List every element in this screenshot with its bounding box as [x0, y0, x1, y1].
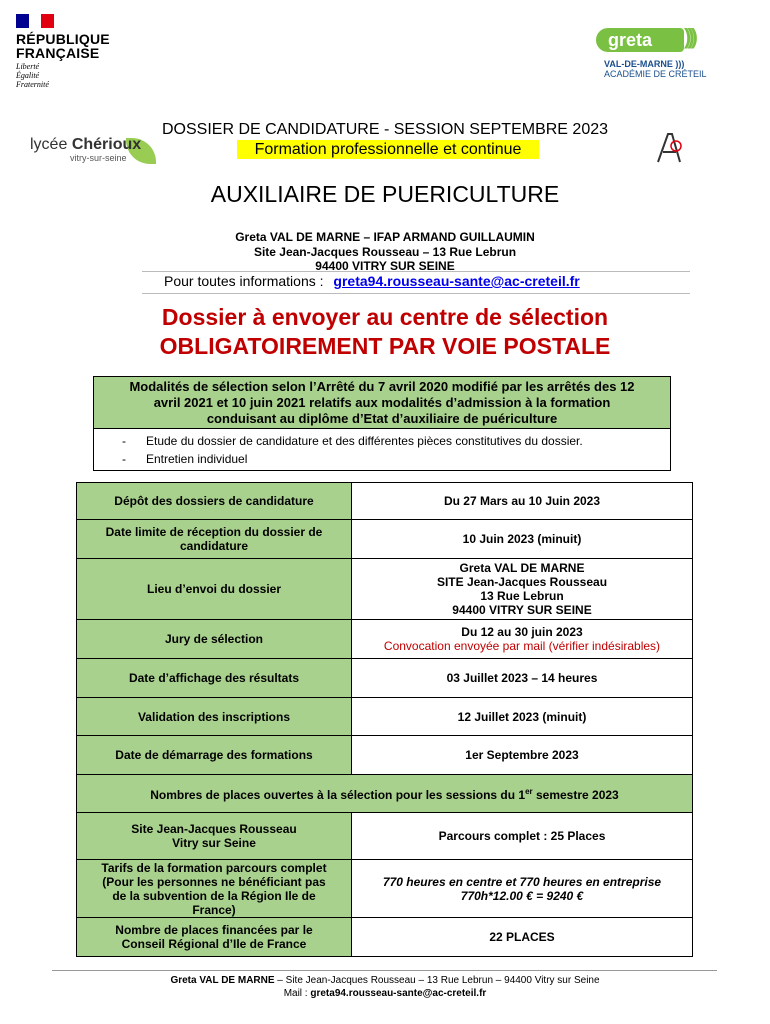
table-label-cell: Date limite de réception du dossier de candidature	[76, 519, 352, 559]
rf-line2: FRANÇAISE	[16, 45, 100, 61]
label-line: Conseil Régional d’Ile de France	[121, 937, 307, 951]
info-email-link[interactable]: greta94.rousseau-sante@ac-creteil.fr	[333, 273, 580, 289]
address-line2: Site Jean-Jacques Rousseau – 13 Rue Lebrun	[253, 245, 517, 259]
table-value-cell	[351, 558, 693, 620]
table-value-cell	[351, 619, 693, 659]
greta-arcs-icon: )))	[684, 24, 694, 49]
republique-francaise-flag-icon	[16, 14, 54, 28]
greta-subtitle: VAL-DE-MARNE )))	[604, 59, 685, 69]
divider	[142, 271, 690, 272]
table-label-cell: Lieu d’envoi du dossier	[76, 558, 352, 620]
address-line1: Greta VAL DE MARNE – IFAP ARMAND GUILLAUMIN	[235, 230, 535, 244]
table-value-cell: Parcours complet : 25 Places	[351, 812, 693, 860]
value-line: SITE Jean-Jacques Rousseau	[436, 575, 608, 589]
lycee-prefix: lycée	[30, 136, 68, 153]
info-line	[164, 273, 580, 289]
places-title-text: semestre 2023	[532, 788, 619, 802]
footer-mail-label: Mail :	[283, 988, 311, 999]
label-line: Site Jean-Jacques Rousseau	[131, 822, 297, 836]
table-value-cell: 12 Juillet 2023 (minuit)	[351, 697, 693, 736]
divider	[142, 293, 690, 294]
modalites-box	[93, 376, 671, 471]
formation-subtitle: Formation professionnelle et continue	[237, 140, 539, 159]
table-label-cell: Jury de sélection	[76, 619, 352, 659]
value-line: 770 heures en centre et 770 heures en entreprise	[382, 874, 662, 889]
table-value-cell: Du 27 Mars au 10 Juin 2023	[351, 482, 693, 520]
footer-mail	[0, 988, 770, 999]
table-value-cell: 1er Septembre 2023	[351, 735, 693, 775]
notice-line1: Dossier à envoyer au centre de sélection	[161, 304, 609, 330]
value-line: 94400 VITRY SUR SEINE	[452, 603, 592, 617]
address-line3: 94400 VITRY SUR SEINE	[315, 259, 455, 273]
places-title-text: Nombres de places ouvertes à la sélection pour les sessions du 1	[150, 788, 526, 802]
list-item-text: Entretien individuel	[146, 452, 248, 466]
label-line: Tarifs de la formation parcours complet	[101, 860, 327, 875]
modalites-head-line: conduisant au diplôme d’Etat d’auxiliaire de puériculture	[206, 411, 558, 426]
info-label: Pour toutes informations :	[164, 273, 324, 289]
page-title: AUXILIAIRE DE PUERICULTURE	[210, 181, 560, 207]
modalites-head-line: avril 2021 et 10 juin 2021 relatifs aux modalités d’admission à la formation	[153, 395, 611, 410]
label-line: Vitry sur Seine	[172, 836, 256, 850]
lycee-city: vitry-sur-seine	[70, 153, 127, 163]
footer-address-text: – Site Jean-Jacques Rousseau – 13 Rue Lebrun – 94400 Vitry sur Seine	[274, 975, 600, 986]
greta-logo-text: greta	[608, 30, 653, 50]
table-value-cell	[351, 859, 693, 918]
places-header	[76, 774, 693, 813]
value-line: Du 12 au 30 juin 2023	[461, 625, 583, 639]
rf-motto	[16, 62, 49, 89]
label-line: Nombre de places financées par le	[115, 923, 313, 937]
modalites-header	[94, 377, 670, 429]
motto-fraternite: Fraternité	[16, 80, 49, 89]
schedule-table	[76, 482, 693, 968]
table-label-cell	[76, 812, 352, 860]
greta-academie: ACADÉMIE DE CRÉTEIL	[604, 69, 707, 79]
republique-francaise-logo	[16, 32, 110, 60]
label-line: de la subvention de la Région Ile de	[112, 888, 316, 903]
places-title-sup: er	[525, 787, 533, 796]
table-label-cell: Date de démarrage des formations	[76, 735, 352, 775]
label-line: (Pour les personnes ne bénéficiant pas	[102, 874, 326, 889]
table-value-cell: 22 PLACES	[351, 917, 693, 957]
value-line: 13 Rue Lebrun	[480, 589, 564, 603]
motto-liberte: Liberté	[16, 62, 40, 71]
table-label-cell	[76, 917, 352, 957]
footer-address	[0, 975, 770, 986]
notice-line2: OBLIGATOIREMENT PAR VOIE POSTALE	[159, 333, 611, 359]
motto-egalite: Égalité	[16, 71, 40, 80]
convocation-note: Convocation envoyée par mail (vérifier indésirables)	[383, 639, 661, 653]
table-label-cell: Date d’affichage des résultats	[76, 658, 352, 698]
rf-line1: RÉPUBLIQUE	[16, 31, 110, 47]
lycee-name: Chérioux	[71, 136, 142, 153]
table-value-cell: 10 Juin 2023 (minuit)	[351, 519, 693, 559]
value-line: Greta VAL DE MARNE	[459, 561, 585, 575]
list-dash: -	[122, 434, 126, 448]
dossier-title: DOSSIER DE CANDIDATURE - SESSION SEPTEMBRE 2023	[161, 121, 609, 138]
list-item-text: Etude du dossier de candidature et des différentes pièces constitutives du dossier.	[146, 434, 583, 448]
table-value-cell: 03 Juillet 2023 – 14 heures	[351, 658, 693, 698]
footer-org: Greta VAL DE MARNE	[170, 975, 275, 986]
table-label-cell	[76, 859, 352, 918]
value-line: 770h*12.00 € = 9240 €	[460, 888, 584, 903]
table-label-cell: Validation des inscriptions	[76, 697, 352, 736]
footer-divider	[52, 970, 717, 971]
list-dash: -	[122, 452, 126, 466]
table-label-cell: Dépôt des dossiers de candidature	[76, 482, 352, 520]
modalites-head-line: Modalités de sélection selon l’Arrêté du 7 avril 2020 modifié par les arrêtés des 12	[129, 379, 635, 394]
greta-logo	[596, 28, 684, 52]
footer-mail-link[interactable]: greta94.rousseau-sante@ac-creteil.fr	[310, 988, 487, 999]
label-line: France)	[192, 902, 236, 917]
